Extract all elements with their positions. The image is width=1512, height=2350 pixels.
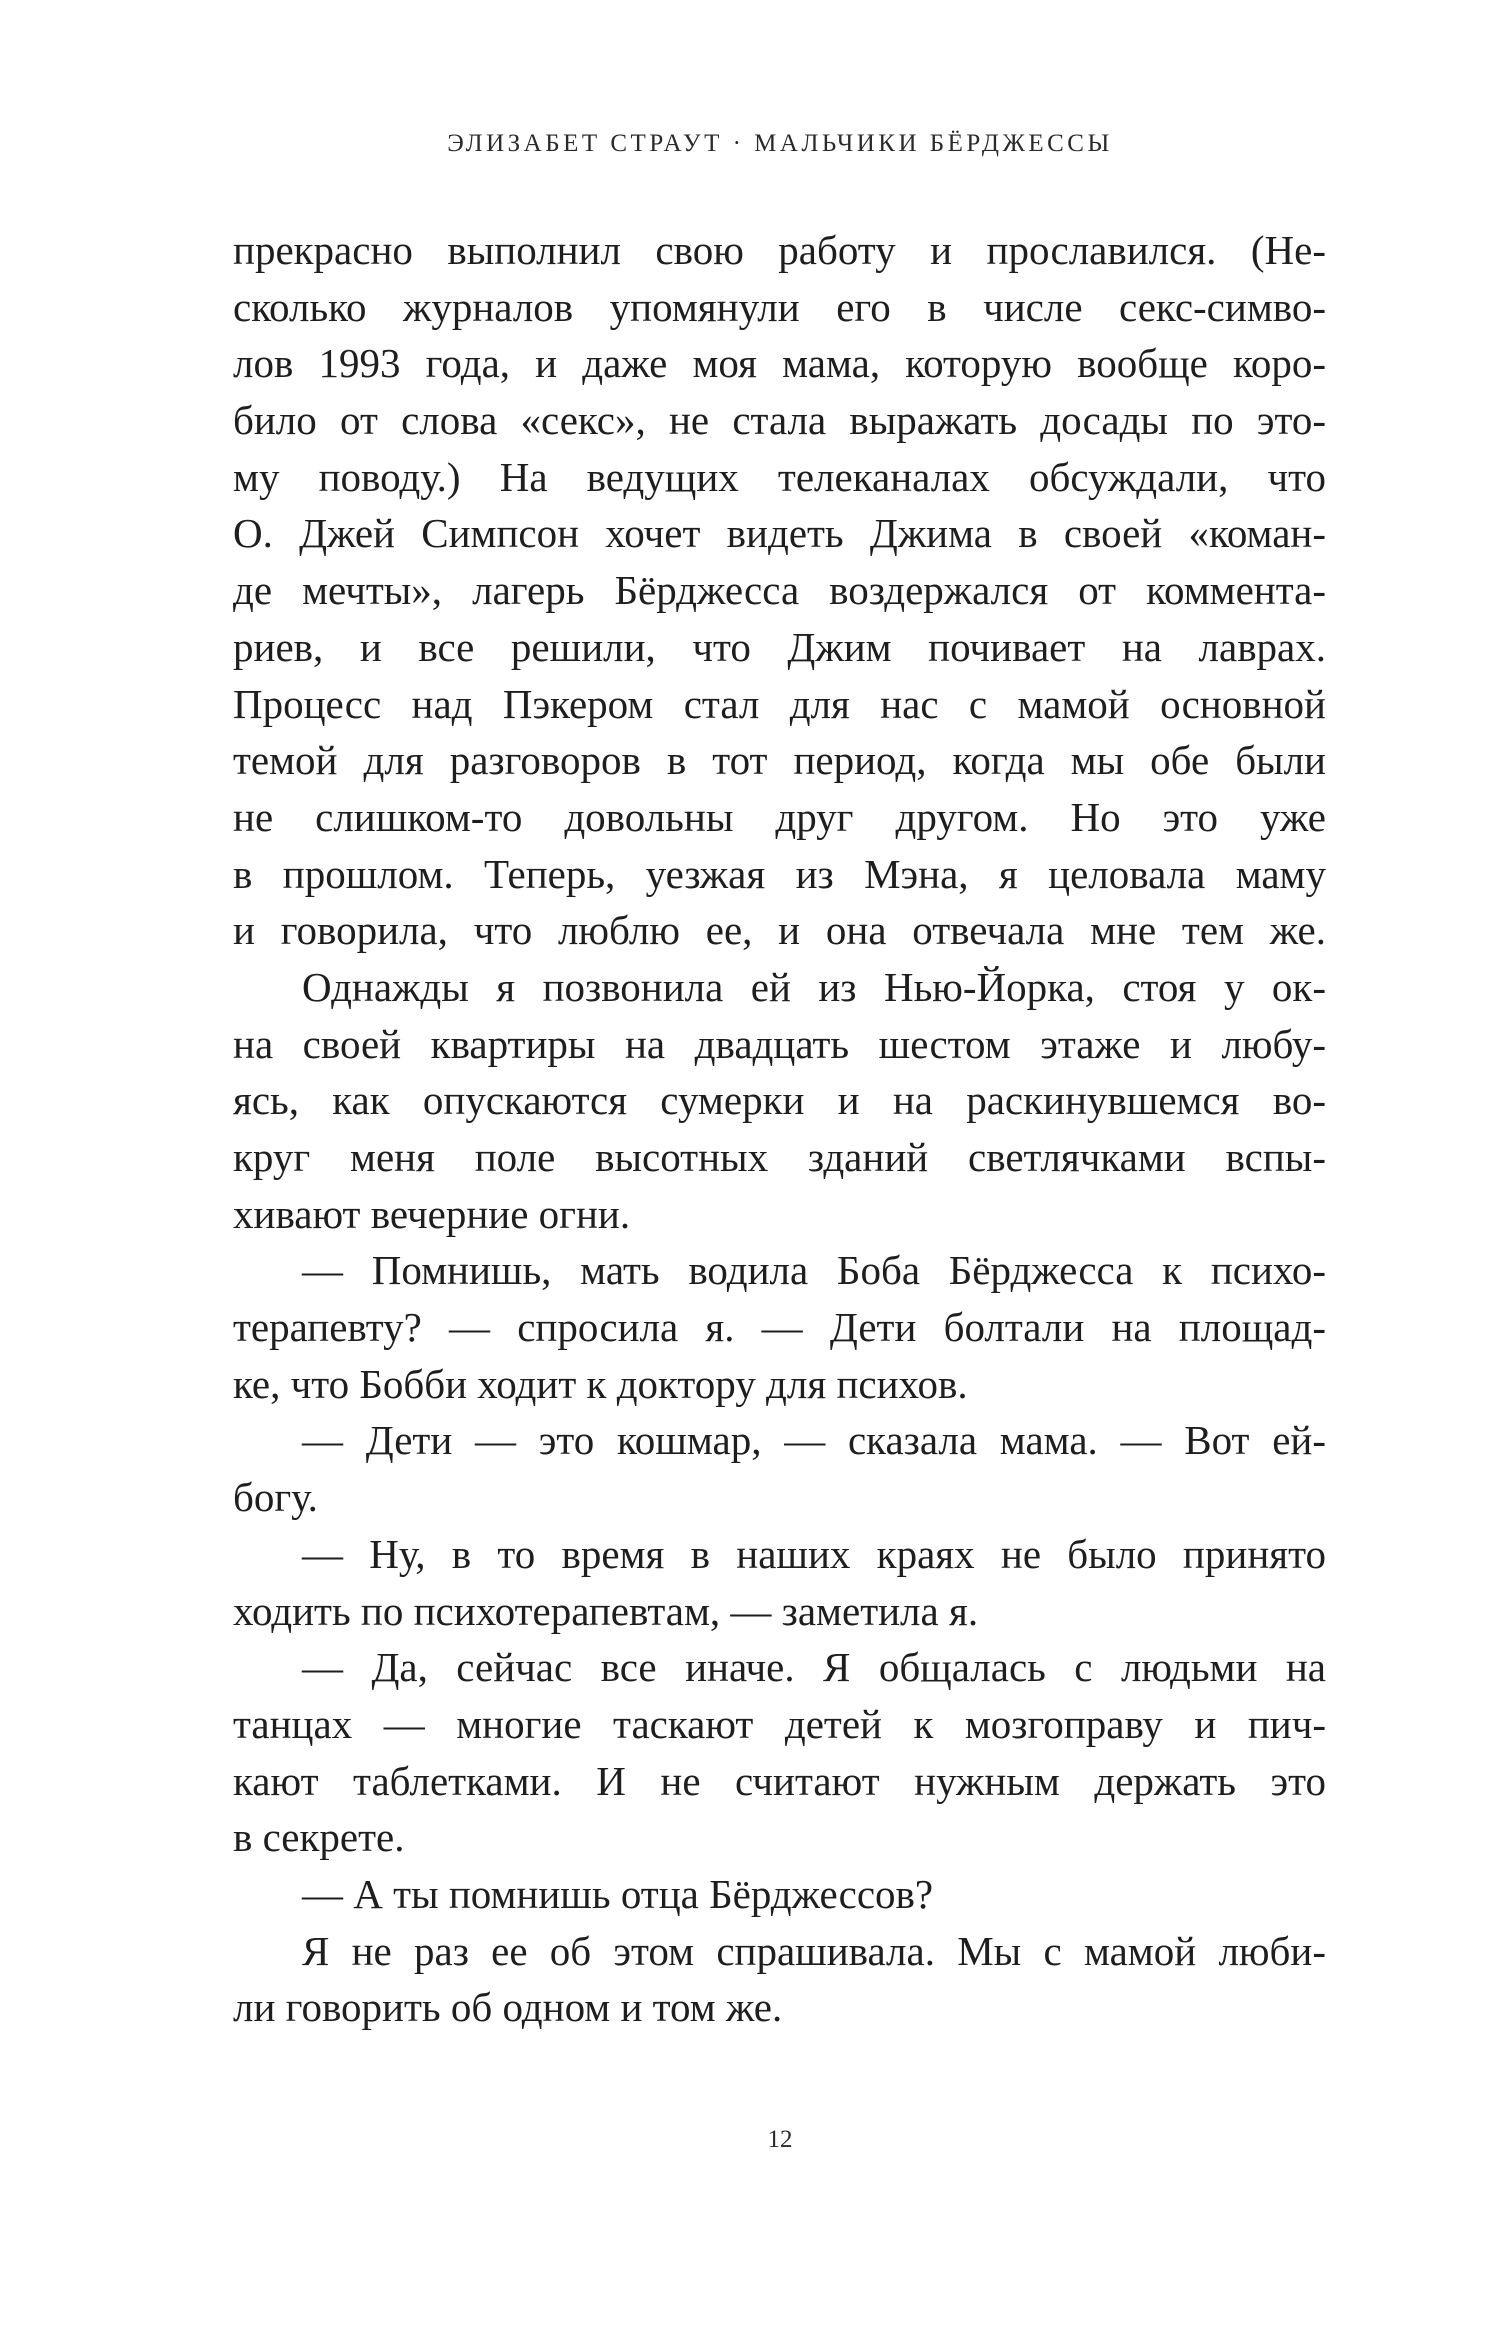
text-line: — Дети — это кошмар, — сказала мама. — Вот ей- [302,1417,1326,1464]
text-line: и говорила, что люблю ее, и она отвечала мне тем же. [233,907,1326,954]
text-line: ли говорить об одном и том же. [233,1984,783,2031]
text-line: на своей квартиры на двадцать шестом этаже и любу- [233,1020,1326,1067]
text-line: — Ну, в то время в наших краях не было принято [302,1530,1326,1577]
running-head: ЭЛИЗАБЕТ СТРАУТ · МАЛЬЧИКИ БЁРДЖЕССЫ [447,130,1113,157]
text-line: сколько журналов упомянули его в числе секс-симво- [233,283,1326,330]
text-line: богу. [233,1474,318,1521]
text-line: ке, что Бобби ходит к доктору для психов. [233,1360,968,1407]
text-line: ясь, как опускаются сумерки и на раскинувшемся во- [233,1077,1326,1124]
text-line: в прошлом. Теперь, уезжая из Мэна, я целовала маму [233,850,1326,897]
text-line: кают таблетками. И не считают нужным держать это [233,1757,1326,1804]
text-line: риев, и все решили, что Джим почивает на лаврах. [233,623,1326,670]
text-line: Я не раз ее об этом спрашивала. Мы с мамой люби- [302,1927,1326,1974]
text-line: — Помнишь, мать водила Боба Бёрджесса к психо- [302,1247,1326,1294]
text-line: танцах — многие таскают детей к мозгоправу и пич- [233,1700,1326,1747]
body-text [233,222,1326,2036]
text-line: ходить по психотерапевтам, — заметила я. [233,1587,979,1634]
text-line: било от слова «секс», не стала выражать досады по это- [233,397,1326,444]
text-line: — А ты помнишь отца Бёрджессов? [302,1870,934,1917]
text-line: в секрете. [233,1814,405,1861]
text-line: му поводу.) На ведущих телеканалах обсуждали, что [233,453,1326,500]
text-line: не слишком-то довольны друг другом. Но это уже [233,793,1326,840]
text-line: Процесс над Пэкером стал для нас с мамой основной [233,680,1326,727]
text-line: хивают вечерние огни. [233,1190,631,1237]
text-line: круг меня поле высотных зданий светлячками вспы- [233,1134,1326,1180]
text-line: прекрасно выполнил свою работу и прославился. (Не- [233,227,1326,273]
text-line: О. Джей Симпсон хочет видеть Джима в своей «коман- [233,510,1326,557]
text-line: Однажды я позвонила ей из Нью-Йорка, стоя у ок- [302,963,1326,1010]
text-line: темой для разговоров в тот период, когда мы обе были [233,737,1326,784]
text-line: — Да, сейчас все иначе. Я общалась с людьми на [302,1644,1326,1691]
text-line: терапевту? — спросила я. — Дети болтали на площад- [233,1304,1326,1351]
text-line: лов 1993 года, и даже моя мама, которую вообще коро- [233,340,1326,387]
text-line: де мечты», лагерь Бёрджесса воздержался от коммента- [233,567,1326,614]
page-number: 12 [767,2126,793,2153]
